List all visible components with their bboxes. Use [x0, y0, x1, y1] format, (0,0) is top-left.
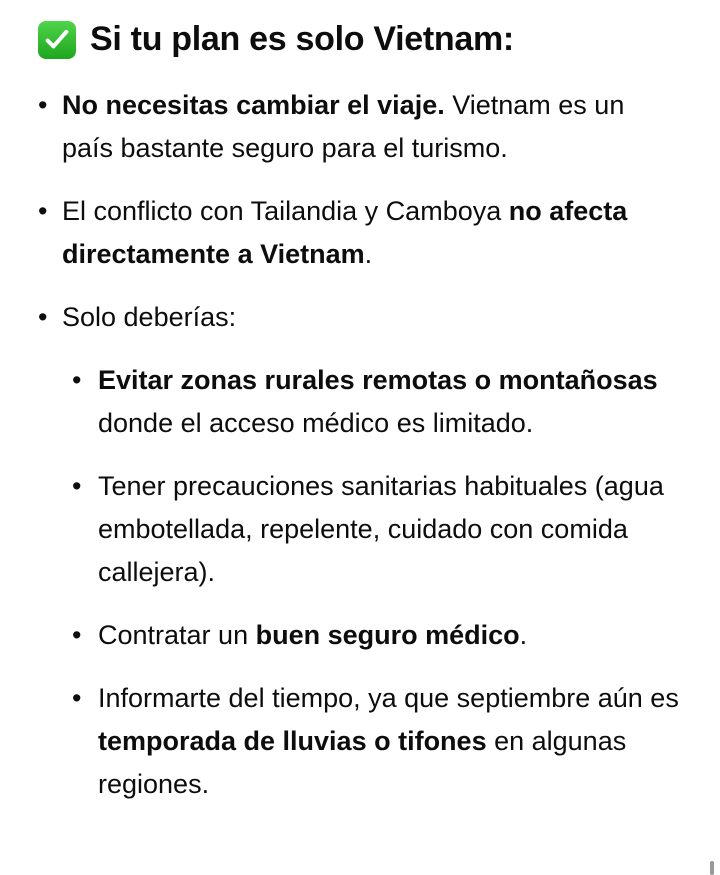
sub-list-item [0, 359, 700, 445]
item-text [62, 84, 682, 170]
section-heading [38, 20, 514, 59]
text-segment: El conflicto con Tailandia y Camboya [62, 196, 509, 226]
item-text [98, 465, 688, 594]
bold-text: buen seguro médico [255, 620, 520, 650]
list-item [0, 190, 700, 276]
bold-text: No necesitas cambiar el viaje. [62, 90, 445, 120]
text-segment: . [519, 620, 528, 650]
sub-list-item [0, 677, 700, 806]
list-item [0, 84, 700, 170]
sub-list-item [0, 465, 700, 594]
item-text [98, 614, 688, 657]
item-text [98, 359, 688, 445]
text-segment: donde el acceso médico es limitado. [98, 408, 534, 438]
scrollbar[interactable] [710, 861, 714, 875]
text-segment: . [364, 239, 373, 269]
text-segment: en algunas regiones. [98, 726, 627, 799]
item-text [62, 296, 682, 339]
list-item [0, 296, 700, 806]
bullet-icon: • [38, 90, 48, 120]
bullet-icon: • [72, 365, 82, 395]
bold-text: temporada de lluvias o tifones [98, 726, 487, 756]
bullet-icon: • [38, 302, 48, 332]
bullet-icon: • [72, 683, 82, 713]
sub-list-item [0, 614, 700, 657]
text-segment: Contratar un [98, 620, 256, 650]
heading-text: Si tu plan es solo Vietnam: [90, 20, 514, 58]
text-segment: Vietnam es un país bastante seguro para el turismo. [62, 90, 625, 163]
bullet-icon: • [72, 471, 82, 501]
sub-list [62, 359, 700, 806]
item-text [62, 190, 682, 276]
item-text [98, 677, 688, 806]
bullet-icon: • [38, 196, 48, 226]
check-mark-icon [38, 21, 76, 59]
bold-text: no afecta directamente a Vietnam [62, 196, 628, 269]
text-segment: Solo deberías: [62, 302, 237, 332]
bold-text: Evitar zonas rurales remotas o montañosas [98, 365, 658, 395]
text-segment: Informarte del tiempo, ya que septiembre aún es [98, 683, 679, 713]
bullet-icon: • [72, 620, 82, 650]
bullet-list [0, 84, 700, 826]
text-segment: Tener precauciones sanitarias habituales (agua embotellada, repelente, cuidado con comida callejera). [98, 471, 664, 587]
